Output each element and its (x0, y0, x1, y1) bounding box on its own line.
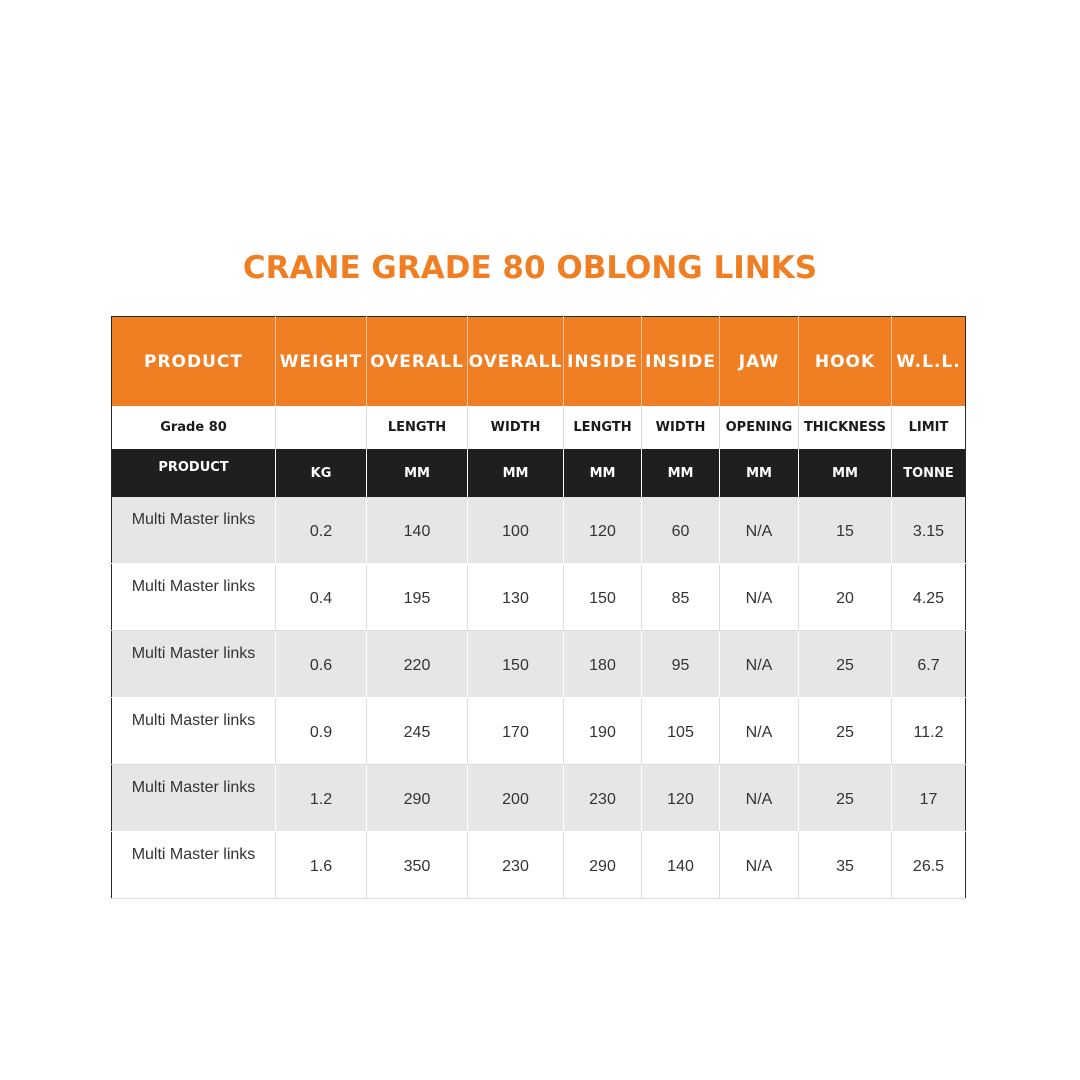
product-cell: Multi Master links (112, 564, 276, 631)
overall-length-cell: 140 (367, 497, 468, 564)
overall-length-cell: 290 (367, 765, 468, 832)
inside-width-cell: 95 (642, 631, 720, 698)
column-header: OVERALL (468, 317, 564, 407)
column-subheader: LENGTH (367, 406, 468, 449)
table-units-row (112, 449, 966, 497)
inside-length-cell: 290 (564, 832, 642, 899)
column-unit: MM (799, 449, 892, 497)
table-header-row (112, 317, 966, 407)
table-row (112, 698, 966, 765)
inside-width-cell: 60 (642, 497, 720, 564)
column-header: INSIDE (564, 317, 642, 407)
overall-length-cell: 350 (367, 832, 468, 899)
column-subheader (276, 406, 367, 449)
column-header: HOOK (799, 317, 892, 407)
table-row (112, 497, 966, 564)
column-header: INSIDE (642, 317, 720, 407)
column-subheader: LENGTH (564, 406, 642, 449)
column-unit: TONNE (892, 449, 966, 497)
column-header: OVERALL (367, 317, 468, 407)
overall-length-cell: 245 (367, 698, 468, 765)
inside-width-cell: 120 (642, 765, 720, 832)
column-subheader: Grade 80 (112, 406, 276, 449)
table-row (112, 832, 966, 899)
overall-width-cell: 130 (468, 564, 564, 631)
overall-width-cell: 100 (468, 497, 564, 564)
wll-cell: 6.7 (892, 631, 966, 698)
column-header: JAW (720, 317, 799, 407)
column-header: PRODUCT (112, 317, 276, 407)
wll-cell: 26.5 (892, 832, 966, 899)
weight-cell: 0.2 (276, 497, 367, 564)
jaw-opening-cell: N/A (720, 698, 799, 765)
wll-cell: 3.15 (892, 497, 966, 564)
inside-length-cell: 180 (564, 631, 642, 698)
jaw-opening-cell: N/A (720, 765, 799, 832)
hook-thickness-cell: 15 (799, 497, 892, 564)
overall-width-cell: 200 (468, 765, 564, 832)
column-unit: MM (367, 449, 468, 497)
column-unit: MM (642, 449, 720, 497)
table-row (112, 564, 966, 631)
column-unit: MM (720, 449, 799, 497)
column-subheader: OPENING (720, 406, 799, 449)
inside-length-cell: 150 (564, 564, 642, 631)
overall-width-cell: 230 (468, 832, 564, 899)
inside-width-cell: 85 (642, 564, 720, 631)
hook-thickness-cell: 25 (799, 631, 892, 698)
hook-thickness-cell: 25 (799, 698, 892, 765)
hook-thickness-cell: 25 (799, 765, 892, 832)
hook-thickness-cell: 20 (799, 564, 892, 631)
weight-cell: 0.6 (276, 631, 367, 698)
jaw-opening-cell: N/A (720, 564, 799, 631)
column-header: W.L.L. (892, 317, 966, 407)
weight-cell: 0.4 (276, 564, 367, 631)
column-header: WEIGHT (276, 317, 367, 407)
column-unit: MM (468, 449, 564, 497)
product-cell: Multi Master links (112, 631, 276, 698)
column-subheader: THICKNESS (799, 406, 892, 449)
inside-width-cell: 140 (642, 832, 720, 899)
inside-width-cell: 105 (642, 698, 720, 765)
overall-length-cell: 220 (367, 631, 468, 698)
spec-table (111, 316, 966, 899)
product-cell: Multi Master links (112, 698, 276, 765)
weight-cell: 1.6 (276, 832, 367, 899)
wll-cell: 4.25 (892, 564, 966, 631)
page-title: CRANE GRADE 80 OBLONG LINKS (242, 250, 818, 286)
jaw-opening-cell: N/A (720, 631, 799, 698)
column-unit: KG (276, 449, 367, 497)
inside-length-cell: 120 (564, 497, 642, 564)
column-subheader: WIDTH (642, 406, 720, 449)
wll-cell: 11.2 (892, 698, 966, 765)
overall-width-cell: 170 (468, 698, 564, 765)
column-subheader: WIDTH (468, 406, 564, 449)
weight-cell: 0.9 (276, 698, 367, 765)
inside-length-cell: 230 (564, 765, 642, 832)
inside-length-cell: 190 (564, 698, 642, 765)
wll-cell: 17 (892, 765, 966, 832)
product-cell: Multi Master links (112, 832, 276, 899)
overall-width-cell: 150 (468, 631, 564, 698)
jaw-opening-cell: N/A (720, 832, 799, 899)
hook-thickness-cell: 35 (799, 832, 892, 899)
jaw-opening-cell: N/A (720, 497, 799, 564)
column-subheader: LIMIT (892, 406, 966, 449)
column-unit: PRODUCT (112, 449, 276, 497)
weight-cell: 1.2 (276, 765, 367, 832)
table-row (112, 631, 966, 698)
table-row (112, 765, 966, 832)
table-subheader-row (112, 406, 966, 449)
product-cell: Multi Master links (112, 497, 276, 564)
product-cell: Multi Master links (112, 765, 276, 832)
overall-length-cell: 195 (367, 564, 468, 631)
column-unit: MM (564, 449, 642, 497)
